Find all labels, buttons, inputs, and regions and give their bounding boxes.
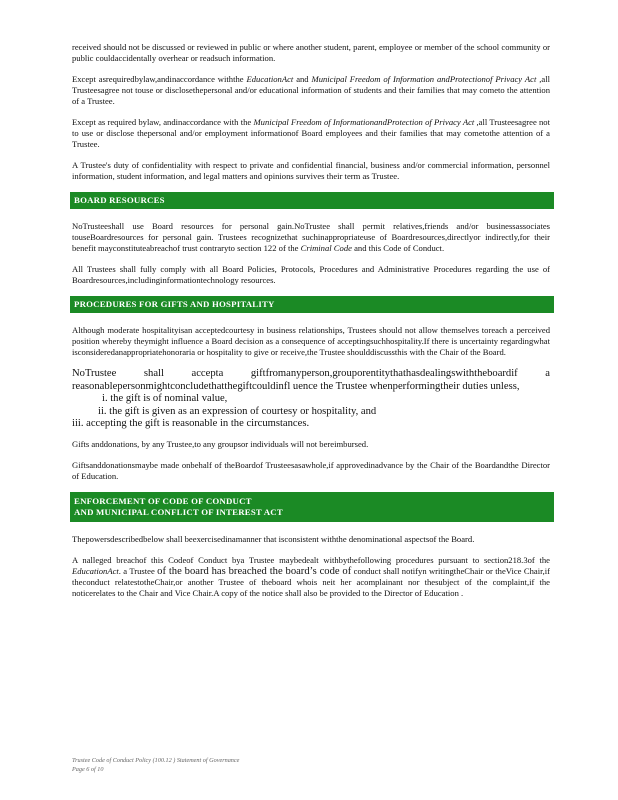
text-span: A nalleged breachof this Codeof Conduct bya Trustee maybedealt withbythefollowing procedures pursuant to section218.3of the [72,554,550,565]
paragraph-board-policies-compliance: All Trustees shall fully comply with all Board Policies, Protocols, Procedures and Administrative Procedures regarding the use of Boardresources,includinginformationtechnology resources. [72,264,550,285]
paragraph-gifts-reimbursement: Gifts anddonations, by any Trustee,to any groupsor individuals will not bereimbursed. [72,438,369,449]
footer-title: Trustee Code of Conduct Policy (100.12 ) Statement of Governance [72,757,240,764]
text-span: Except as required bylaw, andinaccordance with the [72,117,254,127]
text-span: ,all Trusteesagree not to use or disclose thepersonal and/or employment informationof Board employees and their families that may cometothe attention of a Trustee. [72,117,550,149]
section-heading-enforcement [70,492,554,522]
act-reference: Criminal Code [300,243,352,253]
text-span: NoTrusteeshall use Board resources for personal gain.NoTrustee shall permit relatives,friends and/or businessassociates touseBoardresources for personal gain. Trustees recognizethat suchinappropriateuse of Boardresources,directlyor indirectly,for their benefit mayconstituteabreachof trust contraryto section 122 of the [72,221,550,253]
text-span: conduct shall notifyn writingtheChair or theVice Chair,if theconduct relatestotheChair,or another Trustee of theboard whois neit her acomplainant nor thesubject of the complaint,if the noticerelates to the Chair and Vice Chair.A copy of the notice shall also be provided to the Director of Education . [72,565,550,598]
act-reference: Municipal Freedom of InformationandProtection of Privacy Act [253,117,475,127]
act-reference: EducationAct [246,74,294,84]
list-item: i. the gift is of nominal value, [102,393,228,404]
paragraph-powers-described: Thepowersdescribedbelow shall beexercisedinamanner that isconsistent withthe denominational aspectsof the Board. [72,533,475,544]
paragraph-gifts-on-behalf: Giftsanddonationsmaybe made onbehalf of theBoardof Trusteesasawhole,if approvedinadvance by the Chair of the Boardandthe Director of Education. [72,459,550,481]
text-span: . a Trustee [118,565,158,576]
paragraph-student-information [72,74,550,107]
paragraph-board-resources-use [72,221,550,254]
page-footer [72,756,239,774]
paragraph-employee-information [72,117,550,150]
text-span: and this Code of Conduct. [351,243,445,253]
page-content [72,42,550,609]
paragraph-gift-acceptance: NoTrustee shall accepta giftfromanyperson,grouporentitythathasdealingswiththeboardif a reasonablepersonmightconcludethatthegiftcouldinfl uence the Trustee whenperformingtheir duties unless, [72,368,550,392]
footer-page-number: Page 6 of 10 [72,766,104,773]
act-reference: EducationAct [72,565,119,576]
list-item: ii. the gift is given as an expression of courtesy or hospitality, and [98,405,377,417]
text-span: and [293,74,312,84]
text-span: ,all Trusteesagree not touse or disclosethepersonal and/or educational information of students and their families that may cometo the attention of a Trustee. [72,74,550,106]
heading-line: ENFORCEMENT OF CODE OF CONDUCT [74,495,252,506]
text-span: Except asrequiredbylaw,andinaccordance withthe [72,74,247,84]
list-item: iii. accepting the gift is reasonable in the circumstances. [72,418,310,429]
heading-line: AND MUNICIPAL CONFLICT OF INTEREST ACT [74,506,283,517]
paragraph-duty-of-confidentiality: A Trustee's duty of confidentiality with respect to private and confidential financial, business and/or commercial information, personnel information, student information, and legal matters and opinions survives their term as Trustee. [72,160,550,181]
gift-conditions-list [72,393,550,431]
section-heading-gifts-hospitality: PROCEDURES FOR GIFTS AND HOSPITALITY [70,296,554,313]
paragraph-alleged-breach [72,555,550,599]
section-heading-board-resources: BOARD RESOURCES [70,192,554,209]
paragraph-hospitality: Although moderate hospitalityisan acceptedcourtesy in business relationships, Trustees should not allow themselves toreach a perceived position whereby theymight influence a Board decision as a consequence of acceptingsuchhospitality.If there is uncertainty regardingwhat isconsideredanappropriatehonoraria or hospitality to give or receive,the Trustee shoulddiscussthis with the Chair of the Board. [72,325,550,357]
text-span-large: of the board has breached the board’s code of [157,565,352,577]
paragraph-confidential-discussion: received should not be discussed or reviewed in public or where another student, parent, employee or member of the school community or public couldaccidentally overhear or readsuch information. [72,42,550,63]
act-reference: Municipal Freedom of Information andProtectionof Privacy Act [311,74,537,84]
